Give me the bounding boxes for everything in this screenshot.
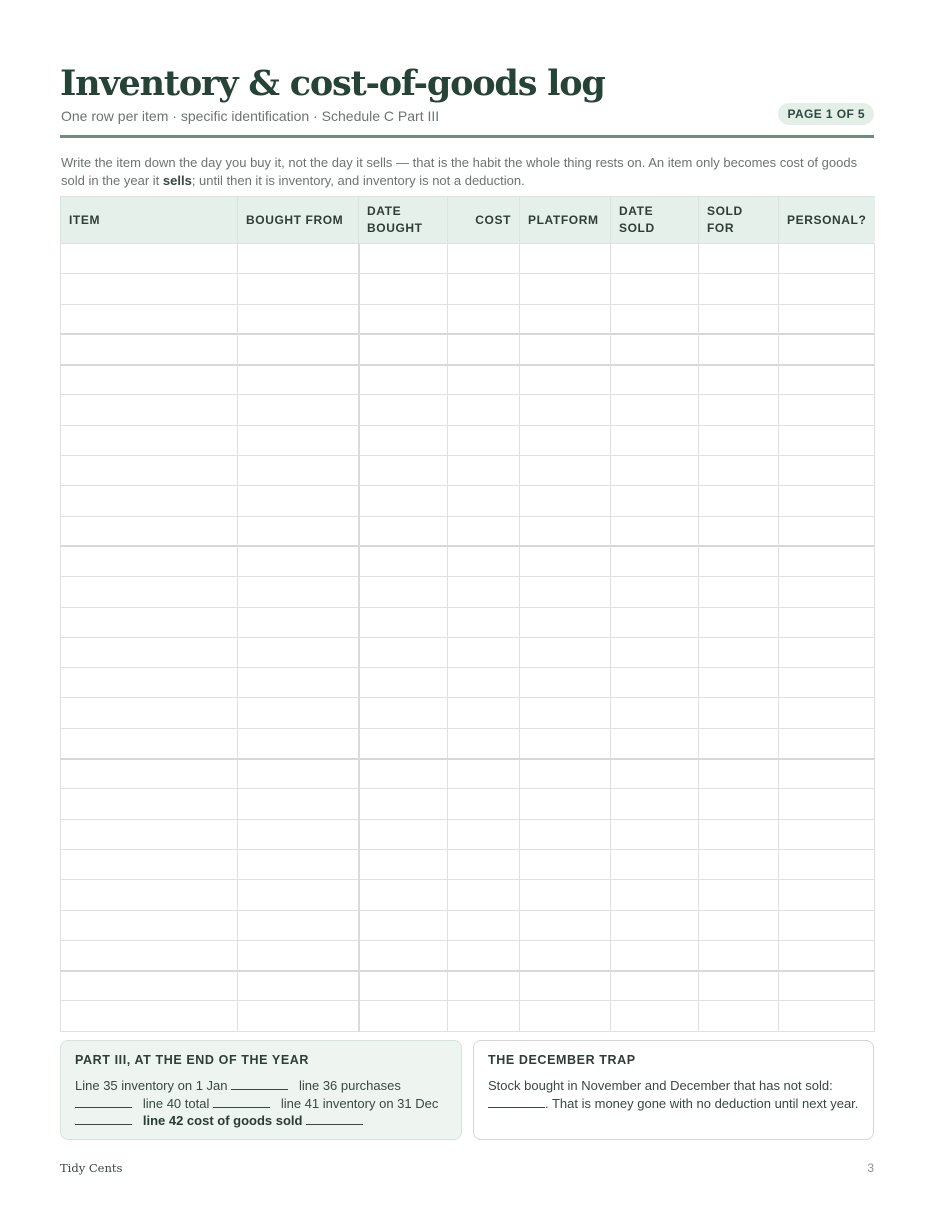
- page-title: Inventory & cost-of-goods log: [60, 63, 605, 104]
- table-cell[interactable]: [520, 698, 611, 728]
- table-cell[interactable]: [61, 607, 238, 637]
- table-cell[interactable]: [61, 304, 238, 334]
- table-cell[interactable]: [238, 880, 359, 910]
- line35-blank[interactable]: [231, 1077, 288, 1090]
- table-cell[interactable]: [520, 668, 611, 698]
- table-cell[interactable]: [238, 456, 359, 486]
- table-cell[interactable]: [61, 334, 238, 364]
- table-cell[interactable]: [779, 456, 875, 486]
- table-cell[interactable]: [238, 244, 359, 274]
- table-cell[interactable]: [238, 486, 359, 516]
- column-header-cost: COST: [448, 197, 520, 244]
- table-cell[interactable]: [448, 244, 520, 274]
- intro-text-start: Write the item down the day you buy it, not the day it sells — that is the habit the whole thing rests on. An item only becomes cost of goods sold in the year it: [61, 155, 858, 188]
- table-cell[interactable]: [699, 1001, 779, 1031]
- table-cell[interactable]: [699, 244, 779, 274]
- table-cell[interactable]: [779, 274, 875, 304]
- line42-blank[interactable]: [306, 1112, 363, 1125]
- table-cell[interactable]: [359, 577, 448, 607]
- table-cell[interactable]: [611, 425, 699, 455]
- table-cell[interactable]: [611, 789, 699, 819]
- table-row: [61, 425, 875, 455]
- table-row: [61, 637, 875, 667]
- table-cell[interactable]: [238, 334, 359, 364]
- table-cell[interactable]: [520, 819, 611, 849]
- page-subtitle: One row per item · specific identification · Schedule C Part III: [61, 108, 440, 124]
- december-trap-box: [473, 1040, 874, 1140]
- table-cell[interactable]: [359, 607, 448, 637]
- table-cell[interactable]: [699, 668, 779, 698]
- table-cell[interactable]: [779, 365, 875, 395]
- december-trap-text-end: . That is money gone with no deduction until next year.: [545, 1095, 859, 1111]
- december-trap-body: [488, 1077, 859, 1112]
- table-cell[interactable]: [448, 759, 520, 789]
- table-cell[interactable]: [359, 880, 448, 910]
- column-header-bought-from: BOUGHT FROM: [238, 197, 359, 244]
- table-cell[interactable]: [359, 940, 448, 970]
- table-cell[interactable]: [699, 274, 779, 304]
- table-cell[interactable]: [779, 819, 875, 849]
- table-cell[interactable]: [61, 577, 238, 607]
- table-cell[interactable]: [448, 1001, 520, 1031]
- table-cell[interactable]: [611, 546, 699, 576]
- table-row: [61, 395, 875, 425]
- table-cell[interactable]: [611, 668, 699, 698]
- table-cell[interactable]: [61, 940, 238, 970]
- table-cell[interactable]: [611, 910, 699, 940]
- table-cell[interactable]: [779, 486, 875, 516]
- table-cell[interactable]: [448, 728, 520, 758]
- table-cell[interactable]: [779, 577, 875, 607]
- table-cell[interactable]: [61, 880, 238, 910]
- table-cell[interactable]: [520, 789, 611, 819]
- table-cell[interactable]: [61, 971, 238, 1001]
- table-row: [61, 698, 875, 728]
- table-cell[interactable]: [61, 425, 238, 455]
- table-cell[interactable]: [520, 759, 611, 789]
- table-cell[interactable]: [448, 971, 520, 1001]
- table-cell[interactable]: [611, 728, 699, 758]
- table-cell[interactable]: [699, 516, 779, 546]
- table-cell[interactable]: [448, 880, 520, 910]
- table-cell[interactable]: [238, 395, 359, 425]
- table-cell[interactable]: [61, 486, 238, 516]
- table-cell[interactable]: [699, 789, 779, 819]
- table-cell[interactable]: [359, 819, 448, 849]
- table-cell[interactable]: [359, 910, 448, 940]
- table-row: [61, 244, 875, 274]
- table-cell[interactable]: [61, 789, 238, 819]
- table-cell[interactable]: [238, 971, 359, 1001]
- table-cell[interactable]: [611, 395, 699, 425]
- table-cell[interactable]: [238, 698, 359, 728]
- intro-paragraph: [61, 154, 875, 189]
- table-cell[interactable]: [448, 910, 520, 940]
- table-cell[interactable]: [611, 819, 699, 849]
- table-row: [61, 274, 875, 304]
- table-row: [61, 546, 875, 576]
- inventory-log-table: [60, 196, 875, 1032]
- table-cell[interactable]: [779, 759, 875, 789]
- table-row: [61, 1001, 875, 1031]
- line41-blank[interactable]: [75, 1112, 132, 1125]
- table-cell[interactable]: [448, 456, 520, 486]
- table-cell[interactable]: [359, 425, 448, 455]
- table-cell[interactable]: [359, 1001, 448, 1031]
- table-cell[interactable]: [61, 1001, 238, 1031]
- table-cell[interactable]: [359, 244, 448, 274]
- table-row: [61, 819, 875, 849]
- table-cell[interactable]: [238, 516, 359, 546]
- table-cell[interactable]: [448, 819, 520, 849]
- table-cell[interactable]: [61, 516, 238, 546]
- table-cell[interactable]: [61, 819, 238, 849]
- table-cell[interactable]: [61, 759, 238, 789]
- table-cell[interactable]: [448, 334, 520, 364]
- table-cell[interactable]: [699, 607, 779, 637]
- column-header-sold-for: SOLD FOR: [699, 197, 779, 244]
- table-row: [61, 365, 875, 395]
- column-header-item: ITEM: [61, 197, 238, 244]
- table-cell[interactable]: [520, 244, 611, 274]
- table-cell[interactable]: [520, 304, 611, 334]
- page-badge: PAGE 1 OF 5: [778, 103, 874, 125]
- table-cell[interactable]: [520, 456, 611, 486]
- table-cell[interactable]: [611, 244, 699, 274]
- table-cell[interactable]: [238, 577, 359, 607]
- table-cell[interactable]: [699, 940, 779, 970]
- table-cell[interactable]: [779, 849, 875, 879]
- table-cell[interactable]: [779, 971, 875, 1001]
- table-row: [61, 971, 875, 1001]
- column-header-personal: PERSONAL?: [779, 197, 875, 244]
- footer-brand: Tidy Cents: [60, 1161, 123, 1175]
- table-cell[interactable]: [238, 637, 359, 667]
- table-cell[interactable]: [238, 789, 359, 819]
- table-cell[interactable]: [238, 910, 359, 940]
- table-cell[interactable]: [779, 244, 875, 274]
- table-cell[interactable]: [61, 244, 238, 274]
- table-cell[interactable]: [448, 304, 520, 334]
- table-cell[interactable]: [520, 637, 611, 667]
- table-cell[interactable]: [359, 637, 448, 667]
- december-trap-title: THE DECEMBER TRAP: [488, 1053, 636, 1067]
- table-cell[interactable]: [611, 516, 699, 546]
- table-cell[interactable]: [61, 456, 238, 486]
- table-cell[interactable]: [699, 910, 779, 940]
- table-cell[interactable]: [611, 759, 699, 789]
- table-cell[interactable]: [611, 698, 699, 728]
- table-cell[interactable]: [448, 516, 520, 546]
- column-header-date-sold: DATE SOLD: [611, 197, 699, 244]
- table-cell[interactable]: [779, 395, 875, 425]
- table-cell[interactable]: [520, 910, 611, 940]
- table-cell[interactable]: [611, 971, 699, 1001]
- table-cell[interactable]: [359, 698, 448, 728]
- table-cell[interactable]: [359, 971, 448, 1001]
- table-cell[interactable]: [520, 486, 611, 516]
- table-cell[interactable]: [238, 819, 359, 849]
- table-cell[interactable]: [699, 334, 779, 364]
- table-cell[interactable]: [779, 880, 875, 910]
- table-cell[interactable]: [699, 577, 779, 607]
- table-cell[interactable]: [520, 849, 611, 879]
- line36-label: line 36 purchases: [298, 1078, 401, 1093]
- table-cell[interactable]: [238, 759, 359, 789]
- table-cell[interactable]: [359, 759, 448, 789]
- table-header-row: [61, 197, 875, 244]
- table-cell[interactable]: [238, 304, 359, 334]
- table-cell[interactable]: [779, 637, 875, 667]
- table-cell[interactable]: [61, 395, 238, 425]
- table-cell[interactable]: [448, 637, 520, 667]
- table-cell[interactable]: [238, 1001, 359, 1031]
- table-cell[interactable]: [779, 425, 875, 455]
- table-row: [61, 910, 875, 940]
- table-cell[interactable]: [520, 940, 611, 970]
- table-cell[interactable]: [699, 728, 779, 758]
- table-cell[interactable]: [61, 668, 238, 698]
- table-cell[interactable]: [448, 668, 520, 698]
- table-cell[interactable]: [61, 637, 238, 667]
- table-row: [61, 304, 875, 334]
- table-cell[interactable]: [779, 546, 875, 576]
- table-cell[interactable]: [699, 365, 779, 395]
- table-cell[interactable]: [520, 365, 611, 395]
- table-cell[interactable]: [699, 880, 779, 910]
- table-cell[interactable]: [448, 577, 520, 607]
- table-row: [61, 456, 875, 486]
- table-cell[interactable]: [611, 456, 699, 486]
- intro-bold-word: sells: [162, 172, 192, 188]
- table-cell[interactable]: [520, 516, 611, 546]
- table-cell[interactable]: [611, 849, 699, 879]
- table-cell[interactable]: [520, 274, 611, 304]
- table-cell[interactable]: [61, 698, 238, 728]
- table-cell[interactable]: [359, 334, 448, 364]
- table-row: [61, 577, 875, 607]
- table-cell[interactable]: [448, 425, 520, 455]
- table-cell[interactable]: [238, 940, 359, 970]
- table-cell[interactable]: [448, 789, 520, 819]
- table-row: [61, 334, 875, 364]
- table-cell[interactable]: [611, 1001, 699, 1031]
- table-cell[interactable]: [238, 365, 359, 395]
- table-cell[interactable]: [611, 304, 699, 334]
- table-cell[interactable]: [61, 728, 238, 758]
- line40-blank[interactable]: [213, 1095, 270, 1108]
- line40-label: line 40 total: [142, 1095, 210, 1111]
- table-cell[interactable]: [520, 546, 611, 576]
- december-trap-blank[interactable]: [488, 1095, 545, 1108]
- table-cell[interactable]: [699, 698, 779, 728]
- table-cell[interactable]: [779, 304, 875, 334]
- table-cell[interactable]: [699, 395, 779, 425]
- line36-blank[interactable]: [75, 1095, 132, 1108]
- table-cell[interactable]: [359, 456, 448, 486]
- table-row: [61, 789, 875, 819]
- table-cell[interactable]: [448, 940, 520, 970]
- table-cell[interactable]: [699, 759, 779, 789]
- table-cell[interactable]: [779, 698, 875, 728]
- table-row: [61, 849, 875, 879]
- table-cell[interactable]: [520, 334, 611, 364]
- table-cell[interactable]: [359, 516, 448, 546]
- table-cell[interactable]: [61, 546, 238, 576]
- table-cell[interactable]: [611, 486, 699, 516]
- table-row: [61, 880, 875, 910]
- line42-label: line 42 cost of goods sold: [142, 1113, 303, 1128]
- table-cell[interactable]: [779, 607, 875, 637]
- table-row: [61, 940, 875, 970]
- table-row: [61, 516, 875, 546]
- table-cell[interactable]: [611, 940, 699, 970]
- table-cell[interactable]: [238, 425, 359, 455]
- table-cell[interactable]: [238, 849, 359, 879]
- table-cell[interactable]: [699, 819, 779, 849]
- table-cell[interactable]: [238, 728, 359, 758]
- table-cell[interactable]: [779, 334, 875, 364]
- table-cell[interactable]: [520, 880, 611, 910]
- table-cell[interactable]: [520, 577, 611, 607]
- table-cell[interactable]: [699, 971, 779, 1001]
- table-cell[interactable]: [699, 486, 779, 516]
- table-cell[interactable]: [779, 668, 875, 698]
- table-cell[interactable]: [359, 365, 448, 395]
- table-cell[interactable]: [359, 668, 448, 698]
- table-cell[interactable]: [238, 546, 359, 576]
- table-cell[interactable]: [359, 728, 448, 758]
- table-cell[interactable]: [448, 274, 520, 304]
- part-three-box: [60, 1040, 462, 1140]
- intro-text-end: ; until then it is inventory, and inventory is not a deduction.: [191, 172, 525, 188]
- table-cell[interactable]: [699, 304, 779, 334]
- table-cell[interactable]: [520, 728, 611, 758]
- table-cell[interactable]: [611, 274, 699, 304]
- table-cell[interactable]: [359, 546, 448, 576]
- table-cell[interactable]: [520, 971, 611, 1001]
- table-cell[interactable]: [359, 849, 448, 879]
- table-cell[interactable]: [238, 274, 359, 304]
- column-header-date-bought: DATE BOUGHT: [359, 197, 448, 244]
- table-cell[interactable]: [699, 456, 779, 486]
- table-row: [61, 607, 875, 637]
- table-cell[interactable]: [448, 849, 520, 879]
- table-cell[interactable]: [520, 425, 611, 455]
- december-trap-text-start: Stock bought in November and December that has not sold:: [488, 1078, 833, 1093]
- table-row: [61, 668, 875, 698]
- table-body: [61, 244, 875, 1032]
- part-three-title: PART III, AT THE END OF THE YEAR: [75, 1053, 310, 1067]
- table-cell[interactable]: [359, 304, 448, 334]
- table-cell[interactable]: [611, 607, 699, 637]
- table-cell[interactable]: [699, 425, 779, 455]
- table-cell[interactable]: [699, 546, 779, 576]
- table-cell[interactable]: [61, 365, 238, 395]
- footer-page-number: 3: [867, 1161, 874, 1175]
- table-cell[interactable]: [520, 607, 611, 637]
- table-cell[interactable]: [61, 274, 238, 304]
- table-cell[interactable]: [448, 546, 520, 576]
- table-row: [61, 759, 875, 789]
- table-cell[interactable]: [611, 637, 699, 667]
- table-cell[interactable]: [611, 577, 699, 607]
- table-cell[interactable]: [611, 880, 699, 910]
- table-cell[interactable]: [611, 365, 699, 395]
- table-cell[interactable]: [359, 274, 448, 304]
- table-cell[interactable]: [448, 395, 520, 425]
- table-cell[interactable]: [359, 789, 448, 819]
- table-cell[interactable]: [520, 395, 611, 425]
- table-cell[interactable]: [779, 1001, 875, 1031]
- table-cell[interactable]: [779, 940, 875, 970]
- table-cell[interactable]: [448, 365, 520, 395]
- table-cell[interactable]: [699, 849, 779, 879]
- table-row: [61, 728, 875, 758]
- table-cell[interactable]: [611, 334, 699, 364]
- table-cell[interactable]: [61, 910, 238, 940]
- table-cell[interactable]: [238, 607, 359, 637]
- table-cell[interactable]: [699, 637, 779, 667]
- column-header-platform: PLATFORM: [520, 197, 611, 244]
- table-cell[interactable]: [779, 516, 875, 546]
- table-cell[interactable]: [448, 486, 520, 516]
- table-row: [61, 486, 875, 516]
- table-cell[interactable]: [448, 698, 520, 728]
- table-cell[interactable]: [448, 607, 520, 637]
- line35-label: Line 35 inventory on 1 Jan: [75, 1078, 228, 1093]
- table-cell[interactable]: [779, 789, 875, 819]
- table-cell[interactable]: [779, 728, 875, 758]
- line41-label: line 41 inventory on 31 Dec: [280, 1095, 439, 1111]
- table-cell[interactable]: [238, 668, 359, 698]
- part-three-body: [75, 1077, 447, 1130]
- table-cell[interactable]: [779, 910, 875, 940]
- table-cell[interactable]: [359, 395, 448, 425]
- table-cell[interactable]: [61, 849, 238, 879]
- header-rule: [60, 135, 874, 138]
- table-cell[interactable]: [520, 1001, 611, 1031]
- table-cell[interactable]: [359, 486, 448, 516]
